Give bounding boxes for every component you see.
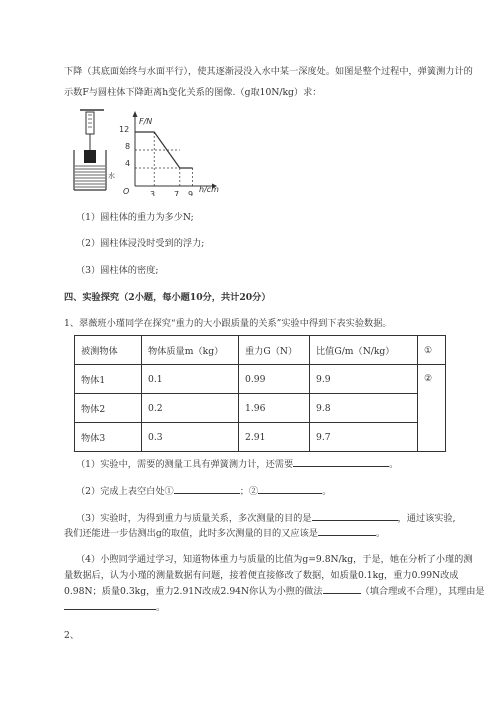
answer-blank[interactable] — [312, 511, 398, 521]
part-4-end: 。 — [156, 602, 166, 613]
question-2: （2）圆柱体浸没时受到的浮力; — [76, 238, 205, 249]
y-axis-label: F/N — [139, 117, 153, 126]
part-2-end: 。 — [322, 486, 332, 497]
intro-line-2: 示数F与圆柱体下降距离h变化关系的图像.（g取10N/kg）求： — [64, 87, 322, 98]
answer-blank[interactable] — [293, 457, 389, 467]
table-header-cell: 被测物体 — [75, 336, 142, 365]
table-header-cell: 重力G（N） — [239, 336, 310, 365]
origin-label: O — [123, 187, 130, 196]
y-tick-label: 12 — [119, 125, 130, 134]
part-4-line-2: 量数据后，认为小瑾的测量数据有问题，接着便直接修改了数据，如质量0.1kg，重力0.99N改成 — [64, 570, 459, 581]
x-axis-label: h/cm — [199, 185, 219, 194]
part-3-text: ，通过该实验, — [397, 513, 456, 524]
part-1-text: （1）实验中，需要的测量工具有弹簧测力计，还需要 — [76, 459, 294, 470]
answer-blank[interactable] — [318, 526, 376, 536]
table-header-cell: 物体质量m（kg） — [142, 336, 239, 365]
x-tick-label: 9 — [188, 190, 194, 196]
part-4-line-4 — [64, 599, 165, 613]
table-cell: 0.3 — [142, 423, 239, 452]
question-1: （1）圆柱体的重力为多少N; — [76, 212, 194, 223]
part-2-text: （2）完成上表空白处① — [76, 486, 174, 497]
spring-scale-figure — [60, 104, 260, 196]
part-3-text: 我们还能进一步估测出g的取值，此时多次测量的目的又应该是 — [64, 528, 318, 539]
table-cell: 0.2 — [142, 394, 239, 423]
part-1 — [76, 456, 398, 470]
problem-1-stem: 1、翠薇班小瑾同学在探究“重力的大小跟质量的关系”实验中得到下表实验数据。 — [64, 318, 392, 329]
part-3-end: 。 — [375, 528, 386, 539]
answer-blank[interactable] — [174, 484, 240, 494]
part-2 — [76, 483, 331, 497]
table-header-row — [75, 336, 446, 365]
table-cell: 物体3 — [75, 423, 142, 452]
section-4-title: 四、实验探究（2小题，每小题10分，共计20分） — [64, 292, 271, 303]
question-3: （3）圆柱体的密度; — [76, 265, 159, 276]
table-cell: 0.99 — [239, 365, 310, 394]
part-4-line-3 — [64, 583, 485, 597]
answer-blank[interactable] — [323, 584, 361, 594]
table-cell: 9.8 — [310, 394, 418, 423]
part-3-line-1 — [76, 510, 456, 524]
cylinder-icon — [84, 150, 96, 163]
x-tick-label: 7 — [174, 190, 180, 196]
part-2-text: ；② — [239, 486, 259, 497]
part-3-line-2 — [64, 525, 385, 539]
table-cell: 物体1 — [75, 365, 142, 394]
problem-2-stem: 2、 — [64, 630, 80, 641]
table-cell: ② — [418, 365, 446, 452]
table-header-cell: ① — [418, 336, 446, 365]
table-cell: 9.9 — [310, 365, 418, 394]
part-4-line-1: （4）小煦同学通过学习，知道物体重力与质量的比值为g=9.8N/kg，于是，她在分析了小瑾的测 — [76, 554, 473, 565]
table-row — [75, 423, 446, 452]
y-tick-label: 4 — [125, 159, 131, 168]
table-cell: 物体2 — [75, 394, 142, 423]
table-cell: 9.7 — [310, 423, 418, 452]
data-table — [74, 335, 446, 452]
part-1-end: 。 — [389, 459, 399, 470]
table-cell: 2.91 — [239, 423, 310, 452]
intro-line-1: 下降（其底面始终与水面平行），使其逐渐浸没入水中某一深度处。如图是整个过程中，弹簧测力计的 — [64, 66, 473, 77]
table-cell: 0.1 — [142, 365, 239, 394]
table-row — [75, 365, 446, 394]
table-cell: 1.96 — [239, 394, 310, 423]
table-header-cell: 比值G/m（N/kg） — [310, 336, 418, 365]
y-tick-label: 8 — [125, 142, 131, 151]
answer-blank[interactable] — [64, 600, 156, 610]
part-4-text: （填合理或不合理），其理由是 — [360, 586, 485, 597]
water-label: 水 — [108, 172, 115, 180]
answer-blank[interactable] — [258, 484, 322, 494]
part-4-text: 0.98N；质量0.3kg，重力2.91N改成2.94N你认为小煦的做法 — [64, 586, 323, 597]
part-3-text: （3）实验时，为得到重力与质量关系，多次测量的目的是 — [76, 513, 312, 524]
table-row — [75, 394, 446, 423]
x-tick-label: 3 — [150, 190, 156, 196]
